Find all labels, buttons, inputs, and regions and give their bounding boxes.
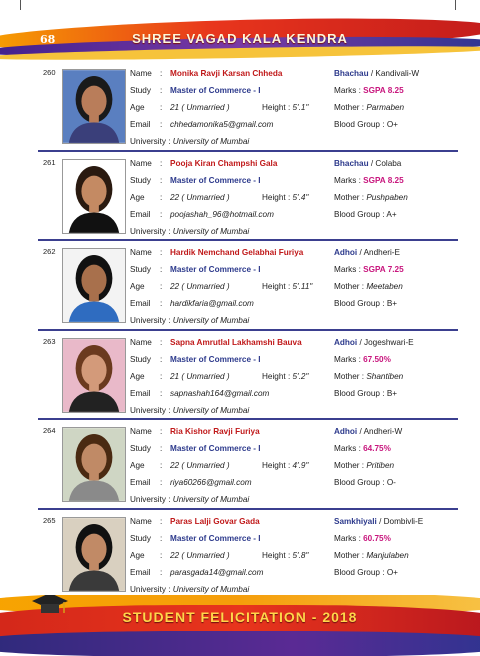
height-label: Height : [262, 371, 291, 381]
mother-label: Mother : [334, 103, 365, 112]
portrait-icon [63, 160, 125, 233]
residence-area: / Jogeshwari-E [359, 337, 414, 347]
university-value: University of Mumbai [172, 137, 250, 146]
residence-area: / Colaba [370, 158, 402, 168]
mother-label: Mother : [334, 371, 365, 381]
email-label: Email [130, 567, 151, 577]
record-number: 261 [43, 157, 56, 167]
mother-label: Mother : [334, 282, 365, 291]
blood-group-value: O+ [386, 567, 398, 577]
email-value: chhedamonika5@gmail.com [170, 120, 274, 129]
student-photo [62, 248, 126, 323]
page-title: SHREE VAGAD KALA KENDRA [132, 31, 348, 46]
student-name: Hardik Nemchand Gelabhai Furiya [170, 248, 304, 257]
blood-group-label: Blood Group : [334, 209, 385, 219]
portrait-icon [63, 70, 125, 143]
mother-label: Mother : [334, 550, 365, 560]
age-label: Age [130, 371, 145, 381]
native-place: Adhoi [334, 337, 358, 347]
university-label: University : [130, 316, 171, 325]
mother-value: Parmaben [366, 103, 405, 112]
record-number: 262 [43, 247, 56, 256]
blood-group-value: B+ [386, 388, 398, 398]
native-place: Samkhiyali [334, 516, 377, 526]
university-label: University : [130, 584, 171, 594]
age-value: 22 ( Unmarried ) [170, 461, 230, 470]
height-value: 4'.9" [292, 461, 309, 470]
university-value: University of Mumbai [172, 226, 250, 236]
marks-label: Marks : [334, 444, 361, 453]
student-record: 262 Name : Hardik Nemchand Gelabhai Furiya Study : Master of Commerce - I Age : 22 ( Unmarried ) Height : 5'.11" Email : hardikfaria@gmail.com University : University of Mumbai Adhoi / Andheri-E Marks : SGPA 7.25 Mother : Meetaben Blood Group : B+ [38, 241, 458, 331]
marks-value: 64.75% [363, 444, 391, 453]
student-name: Paras Lalji Govar Gada [170, 516, 260, 526]
student-record: 261 Name : Pooja Kiran Champshi Gala Study : Master of Commerce - I Age : 22 ( Unmarried ) Height : 5'.4" Email : poojashah_96@hotmail.com University : University of Mumbai Bhachau / Colaba Marks : SGPA 8.25 Mother : Pushpaben Blood Group : A+ [38, 152, 458, 242]
study-label: Study [130, 444, 151, 453]
portrait-icon [63, 428, 125, 501]
page-header [0, 0, 480, 62]
age-value: 21 ( Unmarried ) [170, 371, 230, 381]
university-value: University of Mumbai [172, 495, 250, 504]
name-label: Name [130, 69, 152, 78]
footer-title: STUDENT FELICITATION - 2018 [122, 609, 358, 625]
age-value: 21 ( Unmarried ) [170, 103, 230, 112]
blood-group-label: Blood Group : [334, 120, 385, 129]
email-value: hardikfaria@gmail.com [170, 299, 254, 308]
name-label: Name [130, 427, 152, 436]
student-name: Pooja Kiran Champshi Gala [170, 158, 278, 168]
study-value: Master of Commerce - I [170, 444, 261, 453]
record-number: 260 [43, 68, 56, 77]
height-label: Height : [262, 550, 291, 560]
marks-label: Marks : [334, 175, 361, 185]
study-label: Study [130, 175, 151, 185]
record-number: 263 [43, 336, 56, 346]
email-label: Email [130, 299, 151, 308]
marks-value: SGPA 8.25 [363, 175, 404, 185]
email-label: Email [130, 120, 151, 129]
study-value: Master of Commerce - I [170, 175, 261, 185]
crop-mark [455, 0, 456, 10]
marks-value: 60.75% [363, 533, 391, 543]
height-value: 5'.11" [292, 282, 313, 291]
age-value: 22 ( Unmarried ) [170, 192, 230, 202]
mother-label: Mother : [334, 192, 365, 202]
student-name: Sapna Amrutlal Lakhamshi Bauva [170, 337, 302, 347]
age-label: Age [130, 192, 145, 202]
marks-label: Marks : [334, 86, 361, 95]
student-record: 264 Name : Ria Kishor Ravji Furiya Study : Master of Commerce - I Age : 22 ( Unmarried ) Height : 4'.9" Email : riya60266@gmail.com University : University of Mumbai Adhoi / Andheri-W Marks : 64.75% Mother : Pritiben Blood Group : O- [38, 420, 458, 510]
page-footer [0, 595, 480, 656]
footer-wave-purple [0, 631, 480, 656]
name-label: Name [130, 516, 152, 526]
portrait-icon [63, 249, 125, 322]
blood-group-value: O- [386, 478, 396, 487]
student-photo [62, 427, 126, 502]
email-label: Email [130, 388, 151, 398]
student-name: Ria Kishor Ravji Furiya [170, 427, 260, 436]
page-number: 68 [40, 33, 56, 46]
student-record: 260 Name : Monika Ravji Karsan Chheda Study : Master of Commerce - I Age : 21 ( Unmarried ) Height : 5'.1" Email : chhedamonika5@gmail.com University : University of Mumbai Bhachau / Kandivali-W Marks : SGPA 8.25 Mother : Parmaben Blood Group : O+ [38, 62, 458, 152]
record-number: 265 [43, 515, 56, 525]
record-number: 264 [43, 426, 56, 435]
email-label: Email [130, 478, 151, 487]
marks-value: SGPA 8.25 [363, 86, 404, 95]
mother-label: Mother : [334, 461, 365, 470]
residence-area: / Andheri-E [359, 248, 400, 257]
residence-area: / Andheri-W [359, 427, 403, 436]
student-name: Monika Ravji Karsan Chheda [170, 69, 283, 78]
age-label: Age [130, 461, 145, 470]
student-record: 263 Name : Sapna Amrutlal Lakhamshi Bauva Study : Master of Commerce - I Age : 21 ( Unmarried ) Height : 5'.2" Email : sapnashah164@gmail.com University : University of Mumbai Adhoi / Jogeshwari-E Marks : 67.50% Mother : Shantiben Blood Group : B+ [38, 331, 458, 421]
university-label: University : [130, 495, 171, 504]
name-label: Name [130, 248, 152, 257]
blood-group-label: Blood Group : [334, 567, 385, 577]
email-value: sapnashah164@gmail.com [170, 388, 270, 398]
study-value: Master of Commerce - I [170, 354, 261, 364]
residence-area: / Dombivli-E [379, 516, 424, 526]
student-photo [62, 517, 126, 592]
portrait-icon [63, 518, 125, 591]
native-place: Adhoi [334, 248, 358, 257]
native-place: Adhoi [334, 427, 358, 436]
mother-value: Pushpaben [366, 192, 408, 202]
university-value: University of Mumbai [172, 405, 250, 415]
mother-value: Pritiben [366, 461, 395, 470]
email-value: poojashah_96@hotmail.com [170, 209, 274, 219]
blood-group-value: A+ [386, 209, 397, 219]
name-label: Name [130, 158, 152, 168]
marks-value: 67.50% [363, 354, 391, 364]
crop-mark [20, 0, 21, 10]
height-label: Height : [262, 461, 291, 470]
height-value: 5'.8" [292, 550, 309, 560]
study-value: Master of Commerce - I [170, 533, 261, 543]
name-label: Name [130, 337, 152, 347]
height-value: 5'.2" [292, 371, 309, 381]
study-value: Master of Commerce - I [170, 265, 261, 274]
email-value: riya60266@gmail.com [170, 478, 252, 487]
portrait-icon [63, 339, 125, 412]
marks-value: SGPA 7.25 [363, 265, 404, 274]
mother-value: Shantiben [366, 371, 404, 381]
height-label: Height : [262, 282, 291, 291]
age-value: 22 ( Unmarried ) [170, 550, 230, 560]
age-label: Age [130, 550, 145, 560]
student-list [38, 62, 458, 599]
study-value: Master of Commerce - I [170, 86, 261, 95]
university-value: University of Mumbai [172, 584, 250, 594]
university-value: University of Mumbai [172, 316, 250, 325]
blood-group-label: Blood Group : [334, 299, 385, 308]
marks-label: Marks : [334, 265, 361, 274]
height-value: 5'.1" [292, 103, 309, 112]
study-label: Study [130, 86, 151, 95]
mother-value: Meetaben [366, 282, 403, 291]
study-label: Study [130, 533, 151, 543]
blood-group-value: O+ [386, 120, 398, 129]
blood-group-label: Blood Group : [334, 388, 385, 398]
native-place: Bhachau [334, 158, 369, 168]
email-value: parasgada14@gmail.com [170, 567, 264, 577]
mother-value: Manjulaben [366, 550, 409, 560]
height-label: Height : [262, 103, 291, 112]
student-photo [62, 159, 126, 234]
height-value: 5'.4" [292, 192, 309, 202]
study-label: Study [130, 265, 151, 274]
native-place: Bhachau [334, 69, 369, 78]
student-record: 265 Name : Paras Lalji Govar Gada Study : Master of Commerce - I Age : 22 ( Unmarried ) Height : 5'.8" Email : parasgada14@gmail.com University : University of Mumbai Samkhiyali / Dombivli-E Marks : 60.75% Mother : Manjulaben Blood Group : O+ [38, 510, 458, 600]
marks-label: Marks : [334, 533, 361, 543]
marks-label: Marks : [334, 354, 361, 364]
email-label: Email [130, 209, 151, 219]
age-label: Age [130, 282, 145, 291]
student-photo [62, 338, 126, 413]
university-label: University : [130, 226, 171, 236]
residence-area: / Kandivali-W [370, 69, 420, 78]
university-label: University : [130, 405, 171, 415]
student-photo [62, 69, 126, 144]
blood-group-label: Blood Group : [334, 478, 385, 487]
age-value: 22 ( Unmarried ) [170, 282, 230, 291]
age-label: Age [130, 103, 145, 112]
blood-group-value: B+ [386, 299, 398, 308]
university-label: University : [130, 137, 171, 146]
height-label: Height : [262, 192, 291, 202]
study-label: Study [130, 354, 151, 364]
